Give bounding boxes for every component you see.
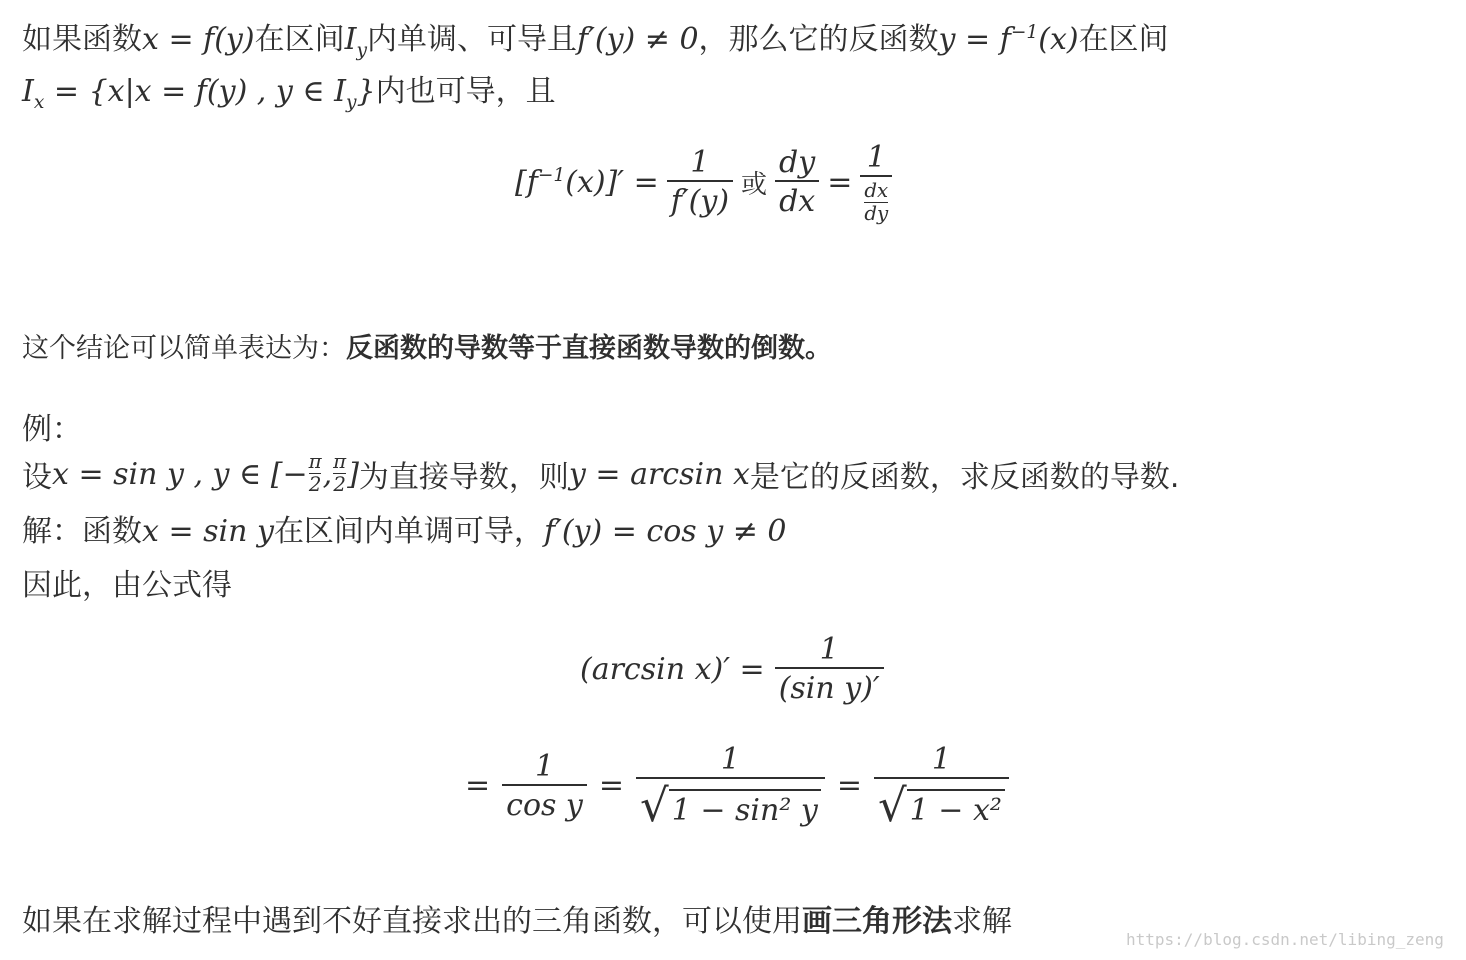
final-note: 如果在求解过程中遇到不好直接求出的三角函数，可以使用画三角形法求解 [22, 904, 1012, 939]
text-segment: 在区间 [1078, 22, 1169, 57]
fraction-one-over-cos-y: $\frac{1}{\text{cos y}}$ [502, 749, 587, 823]
fraction-pi-over-2: π 2 [333, 450, 347, 496]
watermark: https://blog.csdn.net/libing_zeng [1126, 930, 1444, 949]
final-bold: 画三角形法 [802, 904, 952, 939]
text-segment: 内也可导，且 [375, 74, 556, 109]
fraction-one-over-siny-prime: $\frac{1}{\text{(sin y)′}}$ [775, 632, 884, 706]
fraction-one-over-sqrt-1-sin2: 1 √ 1 − sin² y [636, 742, 825, 829]
math-x-eq-sin-y: x = sin y [142, 514, 274, 549]
conclusion-line [22, 326, 832, 365]
math-interval-ix: $I_x = \{x|x = f(y)$ , y ∈ $I_y$} [22, 74, 376, 113]
text-segment: ，那么它的反函数 [698, 22, 939, 57]
solution-line: 解：函数x = sin y在区间内单调可导，f′(y) = cos y ≠ 0 [22, 514, 787, 549]
math-derivative-nonzero: f′(y) ≠ 0 [576, 22, 699, 57]
or-text: 或 [741, 169, 768, 200]
formula-arcsin-result: = $\frac{1}{\text{cos y}}$ = 1 √ 1 − sin² y = 1 √ 1 − x² [465, 742, 1009, 829]
text-segment: 内单调、可导且 [366, 22, 577, 57]
formula-inverse-derivative [515, 140, 892, 225]
example-label: 例： [22, 412, 82, 447]
math-x-eq-f-y: x = f(y) [142, 22, 255, 57]
text-segment: 如果函数 [22, 22, 142, 57]
equals-sign: = [827, 164, 853, 200]
math-arcsin: y = arcsin x [568, 456, 750, 492]
theorem-line-1 [22, 14, 1169, 61]
math-inverse-function: $y = f^{-1}(x)$ [938, 22, 1079, 57]
fraction-one-over-dxdy: $\frac{1}{\frac{dx}{dy}}$ [860, 140, 892, 225]
math-fprime-cos: f′(y) = cos y ≠ 0 [543, 514, 787, 549]
fraction-pi-over-2: $\frac{\pi}{2}$ [308, 450, 322, 496]
fraction-dy-dx: $\frac{dy}{dx}$ [775, 145, 819, 219]
formula-arcsin-derivative: (arcsin x)′ = $\frac{1}{\text{(sin y)′}}$ [580, 632, 884, 706]
theorem-line-2 [22, 66, 556, 113]
math-interval-iy: $I_y$ [344, 22, 367, 61]
conclusion-prefix: 这个结论可以简单表达为： [22, 333, 346, 364]
fraction-one-over-sqrt-1-x2: 1 √ 1 − x² [874, 742, 1009, 829]
text-segment: 在区间 [254, 22, 345, 57]
formula-lhs: $[f^{-1}(x)]'$ = [515, 164, 659, 200]
fraction-one-over-fprime: $\frac{1}{f'(y)}$ [667, 145, 733, 219]
conclusion-bold: 反函数的导数等于直接函数导数的倒数。 [346, 333, 832, 364]
example-statement: 设 x = sin y , y ∈ [− $\frac{\pi}{2}$ , π 2 ] 为直接导数，则 y = arcsin x 是它的反函数，求反函数的导数. [22, 450, 1180, 496]
math-x-eq-sin-y: x = sin y , y ∈ [− [52, 456, 308, 492]
therefore-line: 因此，由公式得 [22, 568, 232, 603]
